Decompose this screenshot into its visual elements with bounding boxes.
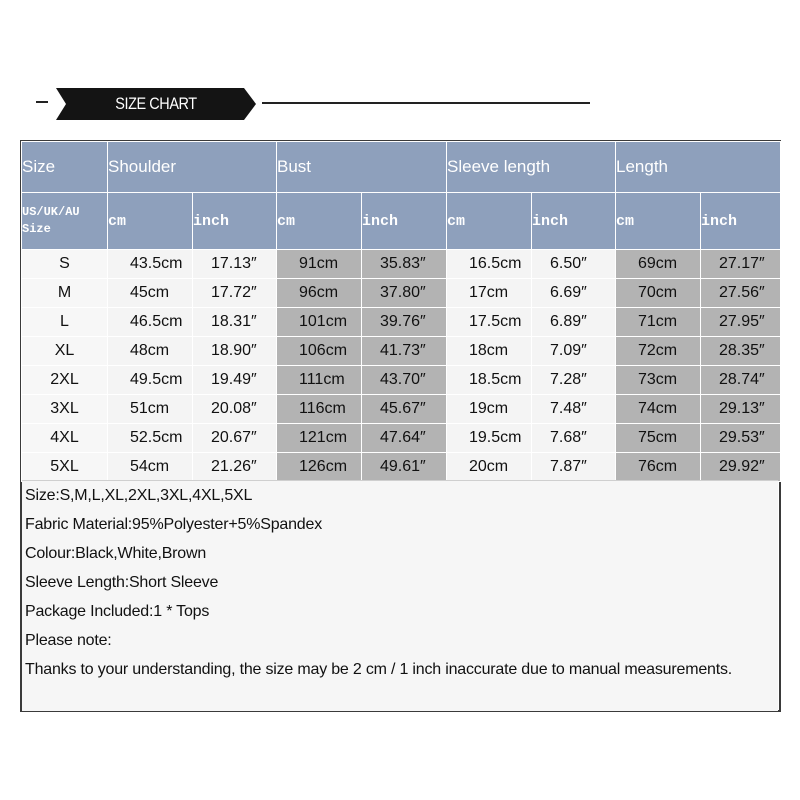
size-table-body xyxy=(22,250,781,482)
header-sleeve-length: Sleeve length xyxy=(447,142,616,193)
unit-cm: cm xyxy=(616,193,701,250)
group-header-row xyxy=(22,142,781,193)
note-colour: Colour:Black,White,Brown xyxy=(25,545,207,562)
cell-size: 3XL xyxy=(22,395,108,424)
size-table xyxy=(21,141,781,482)
cell-bust-cm: 96cm xyxy=(277,279,362,308)
cell-sleeve-inch: 7.48″ xyxy=(532,395,616,424)
cell-length-cm: 76cm xyxy=(616,453,701,482)
cell-shoulder-inch: 20.67″ xyxy=(193,424,277,453)
cell-bust-inch: 49.61″ xyxy=(362,453,447,482)
cell-length-inch: 29.53″ xyxy=(701,424,781,453)
cell-length-inch: 29.92″ xyxy=(701,453,781,482)
cell-size: S xyxy=(22,250,108,279)
cell-length-inch: 29.13″ xyxy=(701,395,781,424)
cell-shoulder-inch: 20.08″ xyxy=(193,395,277,424)
cell-sleeve-cm: 17cm xyxy=(447,279,532,308)
cell-shoulder-inch: 17.13″ xyxy=(193,250,277,279)
cell-sleeve-inch: 6.69″ xyxy=(532,279,616,308)
cell-length-inch: 28.74″ xyxy=(701,366,781,395)
cell-shoulder-inch: 19.49″ xyxy=(193,366,277,395)
cell-size: M xyxy=(22,279,108,308)
unit-inch: inch xyxy=(193,193,277,250)
cell-shoulder-cm: 46.5cm xyxy=(108,308,193,337)
note-accuracy: Thanks to your understanding, the size may be 2 cm / 1 inch inaccurate due to manual measurements. xyxy=(25,661,733,678)
region-label: US/UK/AU xyxy=(22,205,80,219)
cell-bust-inch: 41.73″ xyxy=(362,337,447,366)
unit-inch: inch xyxy=(362,193,447,250)
note-package: Package Included:1 * Tops xyxy=(25,603,210,620)
cell-length-cm: 70cm xyxy=(616,279,701,308)
cell-size: 2XL xyxy=(22,366,108,395)
size-chart-banner xyxy=(56,88,256,120)
cell-length-inch: 27.17″ xyxy=(701,250,781,279)
cell-sleeve-inch: 7.68″ xyxy=(532,424,616,453)
cell-length-cm: 74cm xyxy=(616,395,701,424)
cell-bust-inch: 43.70″ xyxy=(362,366,447,395)
cell-shoulder-cm: 49.5cm xyxy=(108,366,193,395)
cell-sleeve-inch: 7.87″ xyxy=(532,453,616,482)
cell-length-cm: 69cm xyxy=(616,250,701,279)
cell-shoulder-inch: 18.90″ xyxy=(193,337,277,366)
header-region-size xyxy=(22,193,108,250)
table-row xyxy=(22,337,781,366)
unit-cm: cm xyxy=(108,193,193,250)
cell-sleeve-inch: 6.89″ xyxy=(532,308,616,337)
cell-length-inch: 28.35″ xyxy=(701,337,781,366)
unit-cm: cm xyxy=(447,193,532,250)
header-shoulder: Shoulder xyxy=(108,142,277,193)
cell-sleeve-cm: 19.5cm xyxy=(447,424,532,453)
cell-sleeve-cm: 20cm xyxy=(447,453,532,482)
cell-shoulder-cm: 45cm xyxy=(108,279,193,308)
cell-length-cm: 73cm xyxy=(616,366,701,395)
cell-bust-cm: 111cm xyxy=(277,366,362,395)
cell-shoulder-cm: 51cm xyxy=(108,395,193,424)
header-size: Size xyxy=(22,142,108,193)
table-row xyxy=(22,395,781,424)
cell-length-inch: 27.95″ xyxy=(701,308,781,337)
cell-size: 4XL xyxy=(22,424,108,453)
cell-bust-cm: 126cm xyxy=(277,453,362,482)
cell-shoulder-inch: 21.26″ xyxy=(193,453,277,482)
cell-sleeve-inch: 7.09″ xyxy=(532,337,616,366)
cell-size: L xyxy=(22,308,108,337)
table-row xyxy=(22,424,781,453)
cell-size: XL xyxy=(22,337,108,366)
cell-sleeve-cm: 17.5cm xyxy=(447,308,532,337)
cell-sleeve-inch: 6.50″ xyxy=(532,250,616,279)
table-row xyxy=(22,453,781,482)
note-fabric: Fabric Material:95%Polyester+5%Spandex xyxy=(25,516,323,533)
cell-bust-inch: 37.80″ xyxy=(362,279,447,308)
cell-bust-cm: 106cm xyxy=(277,337,362,366)
unit-header-row xyxy=(22,193,781,250)
cell-sleeve-cm: 18cm xyxy=(447,337,532,366)
table-row xyxy=(22,366,781,395)
unit-cm: cm xyxy=(277,193,362,250)
cell-size: 5XL xyxy=(22,453,108,482)
product-notes xyxy=(22,480,778,711)
cell-shoulder-cm: 54cm xyxy=(108,453,193,482)
cell-bust-cm: 91cm xyxy=(277,250,362,279)
cell-sleeve-inch: 7.28″ xyxy=(532,366,616,395)
cell-bust-inch: 45.67″ xyxy=(362,395,447,424)
table-row xyxy=(22,250,781,279)
cell-shoulder-inch: 17.72″ xyxy=(193,279,277,308)
note-sleeve: Sleeve Length:Short Sleeve xyxy=(25,574,219,591)
header-rule xyxy=(262,102,590,104)
cell-bust-cm: 116cm xyxy=(277,395,362,424)
unit-inch: inch xyxy=(532,193,616,250)
cell-bust-inch: 47.64″ xyxy=(362,424,447,453)
table-row xyxy=(22,279,781,308)
table-row xyxy=(22,308,781,337)
header-dash xyxy=(36,101,48,103)
cell-sleeve-cm: 16.5cm xyxy=(447,250,532,279)
header-bust: Bust xyxy=(277,142,447,193)
cell-shoulder-cm: 48cm xyxy=(108,337,193,366)
cell-sleeve-cm: 19cm xyxy=(447,395,532,424)
cell-length-cm: 75cm xyxy=(616,424,701,453)
header-length: Length xyxy=(616,142,781,193)
cell-sleeve-cm: 18.5cm xyxy=(447,366,532,395)
size-chart-title: SIZE CHART xyxy=(115,94,197,113)
cell-bust-cm: 101cm xyxy=(277,308,362,337)
cell-shoulder-cm: 52.5cm xyxy=(108,424,193,453)
size-label: Size xyxy=(22,222,51,236)
cell-shoulder-cm: 43.5cm xyxy=(108,250,193,279)
unit-inch: inch xyxy=(701,193,781,250)
cell-length-cm: 71cm xyxy=(616,308,701,337)
note-please: Please note: xyxy=(25,632,112,649)
cell-length-inch: 27.56″ xyxy=(701,279,781,308)
cell-bust-inch: 39.76″ xyxy=(362,308,447,337)
cell-bust-inch: 35.83″ xyxy=(362,250,447,279)
note-sizes: Size:S,M,L,XL,2XL,3XL,4XL,5XL xyxy=(25,487,253,504)
cell-bust-cm: 121cm xyxy=(277,424,362,453)
cell-shoulder-inch: 18.31″ xyxy=(193,308,277,337)
cell-length-cm: 72cm xyxy=(616,337,701,366)
